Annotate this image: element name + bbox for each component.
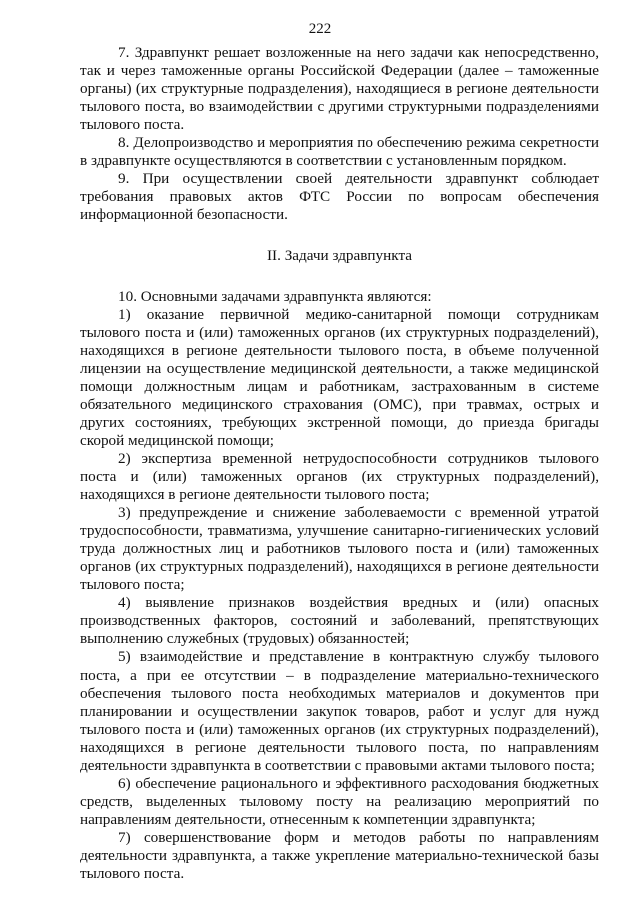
paragraph-item-9: 9. При осуществлении своей деятельности здравпункт соблюдает требования правовых актов ФТС России по вопросам обеспечения информационной безопасности. (80, 170, 599, 224)
task-item-1: 1) оказание первичной медико-санитарной помощи сотрудникам тылового поста и (или) таможенных органов (их структурных подразделений), находящихся в регионе деятельности тылового поста, в объеме полученной лицензии на осуществление медицинской деятельности, а также медицинской помощи должностным лицам и работникам, застрахованным в системе обязательного медицинского страхования (ОМС), при травмах, острых и других состояниях, требующих экстренной помощи, до приезда бригады скорой медицинской помощи; (80, 305, 599, 449)
section-heading: II. Задачи здравпункта (266, 247, 413, 265)
task-item-5: 5) взаимодействие и представление в контрактную службу тылового поста, а при ее отсутствии – в подразделение материально-технического обеспечения тылового поста необходимых материалов и документов при планировании и осуществлении закупок товаров, работ и услуг для нужд тылового поста и (или) таможенных органов (их структурных подразделений), находящихся в регионе деятельности тылового поста, по направлениям деятельности здравпункта в соответствии с правовыми актами тылового поста; (80, 648, 599, 774)
paragraph-item-7: 7. Здравпункт решает возложенные на него задачи как непосредственно, так и через таможенные органы Российской Федерации (далее – таможенные органы) (их структурные подразделения), находящиеся в регионе деятельности тылового поста, во взаимодействии с другими структурными подразделениями тылового поста. (80, 44, 599, 134)
document-body (80, 44, 599, 883)
task-item-4: 4) выявление признаков воздействия вредных и (или) опасных производственных факторов, состояний и заболеваний, препятствующих выполнению служебных (трудовых) обязанностей; (80, 594, 599, 648)
task-item-3: 3) предупреждение и снижение заболеваемости с временной утратой трудоспособности, травматизма, улучшение санитарно-гигиенических условий труда должностных лиц и работников тылового поста и (или) таможенных органов (их структурных подразделений), находящихся в регионе деятельности тылового поста; (80, 504, 599, 594)
paragraph-item-8: 8. Делопроизводство и мероприятия по обеспечению режима секретности в здравпункте осуществляются в соответствии с установленным порядком. (80, 134, 599, 170)
task-item-2: 2) экспертиза временной нетрудоспособности сотрудников тылового поста и (или) таможенных органов (их структурных подразделений), находящихся в регионе деятельности тылового поста; (80, 449, 599, 504)
task-item-7: 7) совершенствование форм и методов работы по направлениям деятельности здравпункта, а также укрепление материально-технической базы тылового поста. (80, 828, 599, 883)
paragraph-item-10: 10. Основными задачами здравпункта являются: (118, 287, 432, 305)
page-number: 222 (308, 21, 332, 37)
task-item-6: 6) обеспечение рационального и эффективного расходования бюджетных средств, выделенных тыловому посту на реализацию мероприятий по направлениям деятельности, отнесенным к компетенции здравпункта; (80, 774, 599, 828)
